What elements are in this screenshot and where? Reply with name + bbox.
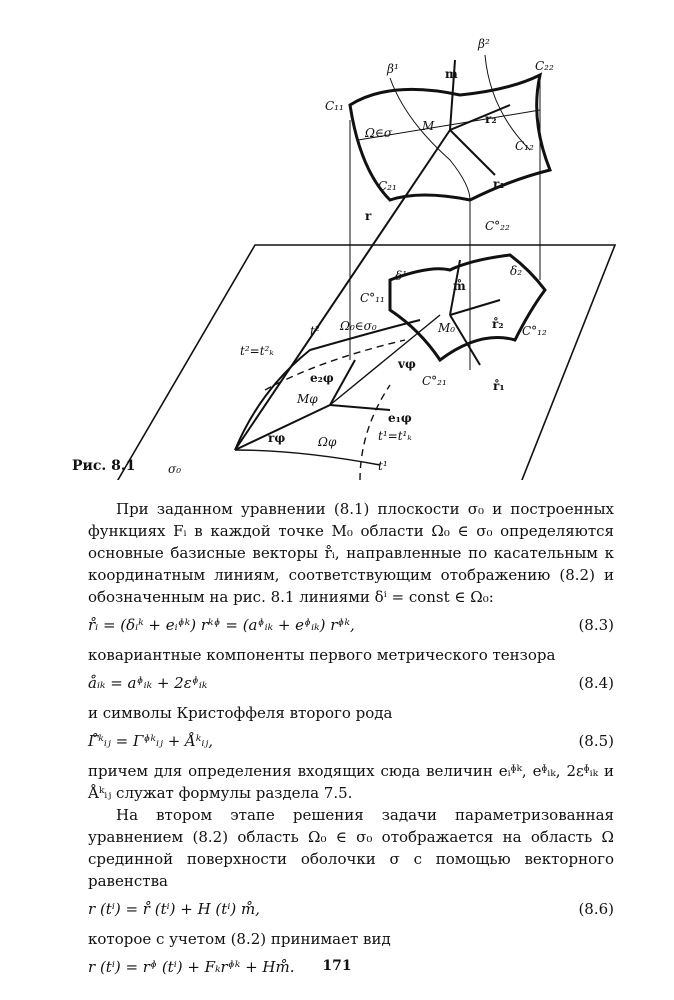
label-omega: Ω∈σ xyxy=(365,126,393,140)
label-M0: M₀ xyxy=(438,321,456,335)
label-r2-0: r̊₂ xyxy=(492,317,504,331)
equation-8-5-body: Γ̊ᵏᵢⱼ = Γᶲᵏᵢⱼ + Åᵏᵢⱼ, xyxy=(88,732,214,750)
equation-8-3-number: (8.3) xyxy=(578,616,614,634)
label-c21-0: C°₂₁ xyxy=(422,374,447,388)
label-delta2: δ₂ xyxy=(510,264,523,278)
label-r: r xyxy=(365,209,372,223)
curve-beta2 xyxy=(485,55,530,150)
label-t1eq: t¹=t¹ₖ xyxy=(378,429,412,443)
page-number: 171 xyxy=(322,958,352,974)
label-e2phi: e₂φ xyxy=(310,371,334,385)
equation-final-body: r (tⁱ) = rᶲ (tⁱ) + Fₖrᶲᵏ + Hm̊. xyxy=(88,958,295,976)
label-sigma0: σ₀ xyxy=(168,462,182,476)
label-omega0: Ω₀∈σ₀ xyxy=(340,319,377,333)
figure-caption: Рис. 8.1 xyxy=(72,458,136,474)
vector-e2phi xyxy=(330,360,355,405)
equation-8-6-body: r (tⁱ) = r̊ (tⁱ) + H (tⁱ) m̊, xyxy=(88,900,260,918)
label-t2eq: t²=t²ₖ xyxy=(240,344,274,358)
equation-8-5-number: (8.5) xyxy=(578,732,614,750)
label-beta1: β¹ xyxy=(387,62,399,76)
label-Mphi: Mφ xyxy=(297,392,318,406)
label-M: M xyxy=(422,119,435,133)
label-vphi: vφ xyxy=(398,357,416,371)
label-m: m xyxy=(445,67,458,81)
label-t1: t¹ xyxy=(378,459,388,473)
label-m0: m̊ xyxy=(453,279,466,293)
vector-e1phi xyxy=(330,405,390,410)
label-r2: r₂ xyxy=(485,112,497,126)
label-c11-0: C°₁₁ xyxy=(360,291,385,305)
paragraph-6: которое с учетом (8.2) принимает вид xyxy=(88,930,391,948)
label-c22-0: C°₂₂ xyxy=(485,219,510,233)
label-r1: r₁ xyxy=(493,177,505,191)
label-c22: C₂₂ xyxy=(535,59,554,73)
label-c21: C₂₁ xyxy=(378,179,397,193)
paragraph-4: причем для определения входящих сюда величин eᵢᶲᵏ, eᶲᵢₖ, 2εᶲᵢₖ и Åᵏᵢⱼ служат формулы раздела 7.5. xyxy=(88,762,614,802)
paragraph-3: и символы Кристоффеля второго рода xyxy=(88,704,393,722)
paragraph-1: При заданном уравнении (8.1) плоскости σ₀ и построенных функциях Fᵢ в каждой точке M₀ области Ω₀ ∈ σ₀ определяются основные базисные векторы r̊ᵢ, направленные по касательным к координатным линиям, соответствующим отображению (8.2) и обозначенным на рис. 8.1 линиями δⁱ = const ∈ Ω₀: xyxy=(88,500,614,606)
vector-r2 xyxy=(450,105,510,130)
label-c12: C₁₂ xyxy=(515,139,534,153)
body-text xyxy=(88,498,614,986)
equation-8-6-number: (8.6) xyxy=(578,900,614,918)
equation-8-6 xyxy=(88,898,614,922)
equation-8-4-body: åᵢₖ = aᶲᵢₖ + 2εᶲᵢₖ xyxy=(88,674,208,692)
equation-8-3-body: r̊ᵢ = (δᵢᵏ + eᵢᶲᵏ) rᵏᶲ = (aᶲᵢₖ + eᶲᵢₖ) rᶲᵏ, xyxy=(88,616,355,634)
label-omegaphi: Ωφ xyxy=(318,435,337,449)
curve-t1 xyxy=(235,450,380,465)
equation-8-4-number: (8.4) xyxy=(578,674,614,692)
paragraph-2: ковариантные компоненты первого метрического тензора xyxy=(88,646,556,664)
label-delta1: δ¹ xyxy=(395,269,408,283)
equation-8-5 xyxy=(88,730,614,754)
equation-8-3 xyxy=(88,614,614,638)
vector-r2-0 xyxy=(450,300,500,315)
label-beta2: β² xyxy=(478,37,490,51)
paragraph-5: На втором этапе решения задачи параметризованная уравнением (8.2) область Ω₀ ∈ σ₀ отображается на область Ω срединной поверхности оболочки σ с помощью векторного равенства xyxy=(88,806,614,890)
label-e1phi: e₁φ xyxy=(388,411,412,425)
label-t2: t² xyxy=(310,324,320,338)
figure-diagram xyxy=(60,10,640,480)
label-c11: C₁₁ xyxy=(325,99,344,113)
plane-sigma0 xyxy=(115,245,615,480)
equation-8-4 xyxy=(88,672,614,696)
figure-8-1 xyxy=(60,10,640,480)
label-rphi: rφ xyxy=(268,431,286,445)
vector-r xyxy=(235,130,450,450)
curve-t2-dashed xyxy=(265,340,405,390)
label-c12-0: C°₁₂ xyxy=(522,324,547,338)
label-r1-0: r̊₁ xyxy=(493,379,505,393)
